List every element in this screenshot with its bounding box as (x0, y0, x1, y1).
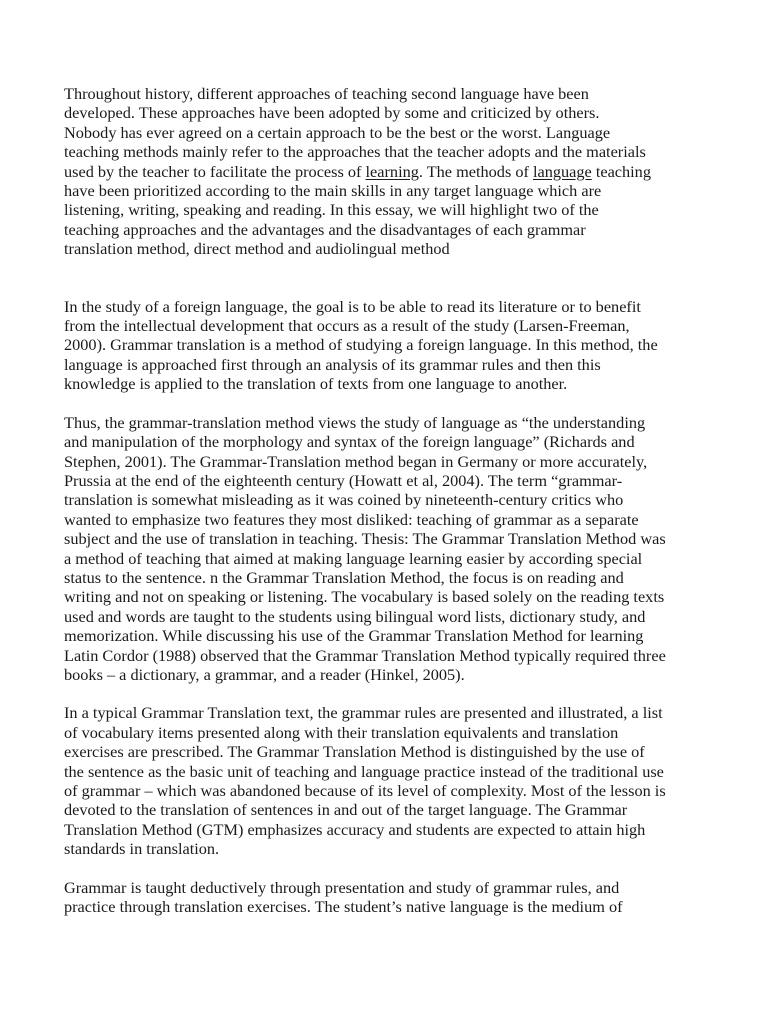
text-line: Nobody has ever agreed on a certain approach to be the best or the worst. Language (64, 122, 611, 142)
text-line: In a typical Grammar Translation text, the grammar rules are presented and illustrated, a list (64, 703, 663, 723)
text-line: subject and the use of translation in teaching. Thesis: The Grammar Translation Method was (64, 529, 666, 549)
paragraph-intro (64, 84, 708, 259)
text-line: Latin Cordor (1988) observed that the Grammar Translation Method typically required three (64, 645, 666, 665)
language-link[interactable]: language (532, 161, 592, 181)
text-line: of vocabulary items presented along with their translation equivalents and translation (64, 722, 619, 742)
text-line: 2000). Grammar translation is a method of studying a foreign language. In this method, the (64, 335, 658, 355)
text-line: Translation Method (GTM) emphasizes accuracy and students are expected to attain high (64, 819, 646, 839)
text-line: teaching methods mainly refer to the approaches that the teacher adopts and the materials (64, 142, 646, 162)
text-line: have been prioritized according to the main skills in any target language which are (64, 181, 602, 201)
text-line: status to the sentence. n the Grammar Translation Method, the focus is on reading and (64, 567, 624, 587)
text-line: Prussia at the end of the eighteenth century (Howatt et al, 2004). The term “grammar- (64, 470, 623, 490)
text-line: exercises are prescribed. The Grammar Translation Method is distinguished by the use of (64, 742, 645, 762)
text-segment: teaching (591, 161, 651, 181)
text-line: wanted to emphasize two features they most disliked: teaching of grammar as a separate (64, 509, 639, 529)
text-line: devoted to the translation of sentences in and out of the target language. The Grammar (64, 800, 628, 820)
text-line: translation method, direct method and audiolingual method (64, 239, 450, 259)
paragraph-method-history (64, 413, 708, 685)
text-line-with-links (64, 162, 708, 181)
text-line: memorization. While discussing his use of the Grammar Translation Method for learning (64, 626, 644, 646)
text-line: knowledge is applied to the translation of texts from one language to another. (64, 374, 568, 394)
text-segment: used by the teacher to facilitate the process of (64, 161, 366, 181)
text-line: used and words are taught to the students using bilingual word lists, dictionary study, and (64, 606, 646, 626)
text-line: books – a dictionary, a grammar, and a reader (Hinkel, 2005). (64, 664, 465, 684)
paragraph-typical-text (64, 703, 708, 858)
text-line: writing and not on speaking or listening. The vocabulary is based solely on the reading texts (64, 587, 665, 607)
text-line: listening, writing, speaking and reading. In this essay, we will highlight two of the (64, 200, 599, 220)
text-line: a method of teaching that aimed at making language learning easier by according special (64, 548, 643, 568)
text-line: teaching approaches and the advantages and the disadvantages of each grammar (64, 219, 586, 239)
text-line: and manipulation of the morphology and syntax of the foreign language” (Richards and (64, 432, 635, 452)
text-line: Grammar is taught deductively through presentation and study of grammar rules, and (64, 877, 620, 897)
text-line: language is approached first through an analysis of its grammar rules and then this (64, 354, 601, 374)
text-line: In the study of a foreign language, the goal is to be able to read its literature or to benefit (64, 296, 641, 316)
text-line: translation is somewhat misleading as it was coined by nineteenth-century critics who (64, 490, 624, 510)
text-line: standards in translation. (64, 839, 220, 859)
text-line: developed. These approaches have been adopted by some and criticized by others. (64, 103, 600, 123)
text-line: from the intellectual development that occurs as a result of the study (Larsen-Freeman, (64, 316, 630, 336)
learning-link[interactable]: learning (365, 161, 419, 181)
text-line: Stephen, 2001). The Grammar-Translation method began in Germany or more accurately, (64, 451, 648, 471)
text-line: Throughout history, different approaches of teaching second language have been (64, 84, 589, 103)
paragraph-grammar-translation-definition (64, 297, 708, 394)
text-segment: . The methods of (418, 161, 533, 181)
text-line: the sentence as the basic unit of teaching and language practice instead of the traditional use (64, 761, 664, 781)
paragraph-deductive-teaching (64, 878, 708, 917)
text-line: practice through translation exercises. The student’s native language is the medium of (64, 897, 623, 917)
text-line: of grammar – which was abandoned because of its level of complexity. Most of the lesson is (64, 781, 666, 800)
text-line: Thus, the grammar-translation method views the study of language as “the understanding (64, 412, 646, 432)
